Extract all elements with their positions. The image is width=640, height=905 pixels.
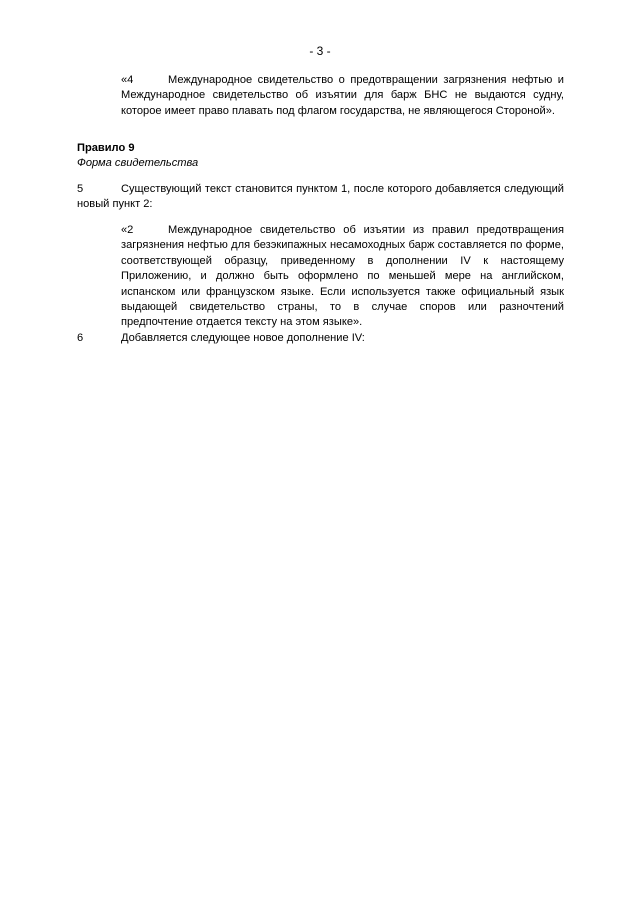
regulation-title: Правило 9: [77, 142, 135, 154]
paragraph-text: Международное свидетельство о предотвращении загрязнения нефтью и Международное свидетельство об изъятии для барж БНС не выдаются судну, которое имеет право плавать под флагом государства, не являющегося Стороной».: [121, 74, 564, 117]
item-number-5: 5: [77, 183, 84, 195]
paragraph-marker: «4: [121, 74, 134, 86]
regulation-subtitle: Форма свидетельства: [77, 157, 199, 169]
item-number-6: 6: [77, 332, 84, 344]
paragraph-marker: «2: [121, 224, 134, 236]
item-text-6: Добавляется следующее новое дополнение IV:: [121, 332, 365, 344]
item-text: Существующий текст становится пунктом 1, после которого добавляется следующий новый пункт 2:: [77, 183, 564, 211]
quoted-paragraph-2: [121, 223, 564, 331]
item-text-5: [77, 182, 564, 213]
page-number: - 3 -: [309, 44, 331, 58]
quoted-paragraph-4: [121, 73, 564, 119]
paragraph-text: Международное свидетельство об изъятии из правил предотвращения загрязнения нефтью для безэкипажных несамоходных барж составляется по форме, соответствующей образцу, приведенному в дополнении IV к настоящему Приложению, и должно быть оформлено по меньшей мере на английском, испанском или французском языке. Если используется также официальный язык выдающей свидетельство страны, то в случае споров или разночтений предпочтение отдается тексту на этом языке».: [121, 224, 564, 329]
